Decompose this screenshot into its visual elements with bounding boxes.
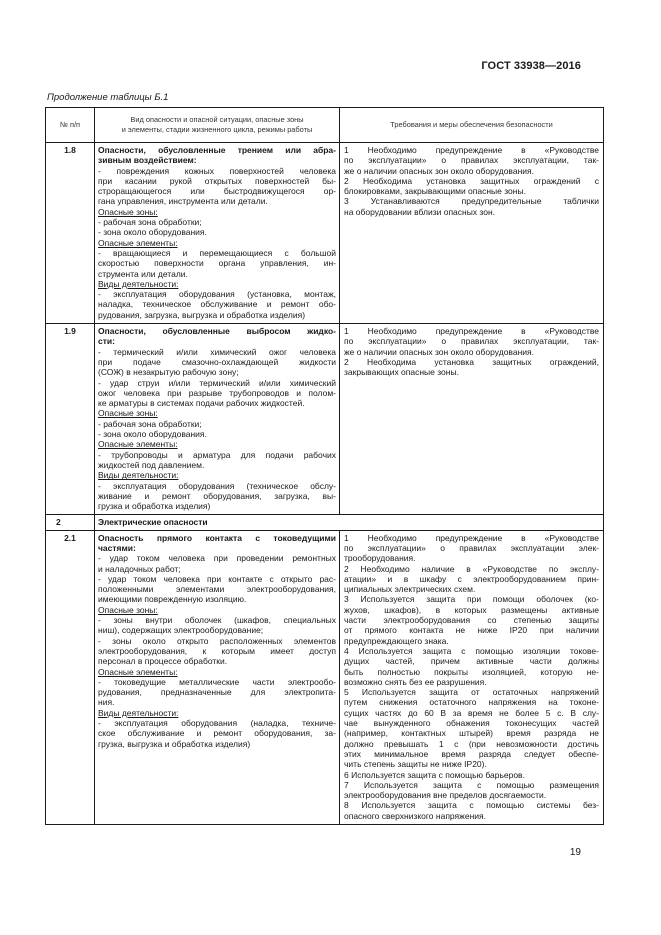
text-line: жухов, шкафов), в которых размещены активные bbox=[344, 604, 599, 615]
text-line: - вращающиеся и перемещающиеся с большой bbox=[98, 247, 336, 258]
measures-cell bbox=[340, 530, 604, 824]
text-line: рудования, предназначенные для электропита- bbox=[98, 687, 336, 698]
hazard-cell bbox=[95, 324, 340, 515]
section-title: Электрические опасности bbox=[95, 515, 604, 530]
text-line: - рабочая зона обработки; bbox=[98, 217, 202, 228]
text-line: Опасные зоны: bbox=[98, 604, 158, 615]
text-line: 2 Необходимо наличие в «Руководстве по эксплу- bbox=[344, 563, 599, 574]
standard-designation: ГОСТ 33938—2016 bbox=[481, 60, 581, 72]
col-header-hazard-line: Вид опасности и опасной ситуации, опасные зоны bbox=[130, 115, 304, 124]
text-line: 2 Необходима установка защитных ограждений с bbox=[344, 175, 599, 186]
text-line: блокировками, закрывающими опасные зоны. bbox=[344, 186, 526, 197]
col-header-measures: Требования и меры обеспечения безопасности bbox=[340, 108, 604, 143]
text-line: от прямого контакта не ниже IP20 при наличии bbox=[344, 625, 599, 636]
text-line: Опасность прямого контакта с токоведущими bbox=[98, 532, 336, 543]
text-line: на оборудовании вблизи опасных зон. bbox=[344, 206, 496, 217]
table-header-row bbox=[46, 108, 604, 143]
text-line: быть полностью покрыты изоляцией, которую не- bbox=[344, 666, 599, 677]
row-number: 1.9 bbox=[46, 324, 95, 515]
text-line: струмента или детали. bbox=[98, 268, 188, 279]
col-header-num: № п/п bbox=[46, 108, 95, 143]
text-line: ское обслуживание и ремонт оборудования, за- bbox=[98, 728, 336, 739]
text-line: 3 Используется защита при помощи оболочек (ко- bbox=[344, 594, 599, 605]
text-line: ципиальных электрических схем. bbox=[344, 584, 476, 595]
text-line: - трубопроводы и арматура для подачи рабочих bbox=[98, 449, 336, 460]
table-row-1-9 bbox=[46, 324, 604, 515]
text-line: 2 Необходима установка защитных ограждений, bbox=[344, 356, 599, 367]
hazard-cell bbox=[95, 143, 340, 324]
measures-cell bbox=[340, 143, 604, 324]
text-line: Виды деятельности: bbox=[98, 707, 179, 718]
text-line: части электрооборудования со степенью защиты bbox=[344, 615, 599, 626]
text-line: при подаче смазочно-охлаждающей жидкости bbox=[98, 356, 336, 367]
hazard-cell bbox=[95, 530, 340, 824]
text-line: - токоведущие металлические части электрообо- bbox=[98, 676, 336, 687]
text-line: жидкостей под давлением. bbox=[98, 459, 205, 470]
text-line: - термический и/или химический ожог человека bbox=[98, 346, 336, 357]
text-line: ния. bbox=[98, 697, 115, 708]
text-line: по эксплуатации» о правилах эксплуатации, так- bbox=[344, 155, 599, 166]
page-number: 19 bbox=[569, 847, 581, 858]
text-line: грузка и обработка изделия) bbox=[98, 501, 211, 512]
text-line: по эксплуатации» о правилах эксплуатации, так- bbox=[344, 336, 599, 347]
hazards-table bbox=[45, 107, 604, 825]
text-line: трооборудования. bbox=[344, 553, 416, 564]
text-line: 1 Необходимо предупреждение в «Руководстве bbox=[344, 532, 599, 543]
text-line: имеющими поврежденную изоляцию. bbox=[98, 594, 247, 605]
text-line: атации» и в шкафу с электрооборудованием прин- bbox=[344, 573, 599, 584]
table-row-2-1 bbox=[46, 530, 604, 824]
row-number: 1.8 bbox=[46, 143, 95, 324]
text-line: 5 Используется защита от остаточных напряжений bbox=[344, 687, 599, 698]
text-line: 1 Необходимо предупреждение в «Руководстве bbox=[344, 145, 599, 155]
text-line: Опасные зоны: bbox=[98, 408, 158, 419]
text-line: строращающегося или быстродвижущегося ор- bbox=[98, 186, 336, 197]
text-line: предупреждающего знака. bbox=[344, 635, 449, 646]
text-line: - удар током человека при контакте с открыто рас- bbox=[98, 573, 336, 584]
text-line: возможно снять без ее разрушения. bbox=[344, 676, 487, 687]
col-header-hazard-line: и элементы, стадии жизненного цикла, режимы работы bbox=[121, 125, 313, 134]
text-line: электрооборудования, к которым имеет доступ bbox=[98, 645, 336, 656]
text-line: же о наличии опасных зон около оборудования. bbox=[344, 165, 534, 176]
text-line: закрывающих опасные зоны. bbox=[344, 367, 459, 378]
text-line: 4 Используется защита с помощью изоляции токове- bbox=[344, 645, 599, 656]
text-line: Опасности, обусловленные трением или абра- bbox=[98, 145, 336, 155]
text-line: - зоны внутри оболочек (шкафов, специальных bbox=[98, 615, 336, 626]
text-line: зивным воздействием: bbox=[98, 155, 197, 166]
text-line: - зона около оборудования. bbox=[98, 227, 207, 238]
text-line: путем снижения остаточного напряжения на токоне- bbox=[344, 697, 599, 708]
text-line: ниш), содержащих электрооборудование; bbox=[98, 625, 264, 636]
text-line: персонал в процессе обработки. bbox=[98, 656, 228, 667]
text-line: - эксплуатация оборудования (техническое обслу- bbox=[98, 480, 336, 491]
text-line: - эксплуатация оборудования (наладка, техниче- bbox=[98, 718, 336, 729]
text-line: - удар струи и/или термический и/или химический bbox=[98, 377, 336, 388]
text-line: Опасные элементы: bbox=[98, 439, 178, 450]
text-line: сущих частях до 60 В за время не более 5 с. В слу- bbox=[344, 707, 599, 718]
text-line: Виды деятельности: bbox=[98, 278, 179, 289]
text-line: 8 Используется защита с помощью системы без- bbox=[344, 800, 599, 811]
col-header-hazard bbox=[95, 108, 340, 143]
text-line: гана управления, инструмента или детали. bbox=[98, 196, 268, 207]
text-line: (например, контактных штырей) время разряда не bbox=[344, 728, 599, 739]
text-line: по эксплуатации» о правилах эксплуатации элек- bbox=[344, 542, 599, 553]
text-line: 3 Устанавливаются предупредительные таблички bbox=[344, 196, 599, 207]
text-line: должно превышать 1 с (при невозможности достичь bbox=[344, 738, 599, 749]
text-line: - удар током человека при проведении ремонтных bbox=[98, 553, 336, 564]
text-line: живание и ремонт оборудования, загрузка, вы- bbox=[98, 490, 336, 501]
text-line: Виды деятельности: bbox=[98, 470, 179, 481]
text-line: - зона около оборудования. bbox=[98, 429, 207, 440]
text-line: скоростью поверхности органа управления, ин- bbox=[98, 258, 336, 269]
text-line: - зоны около открыто расположенных элементов bbox=[98, 635, 336, 646]
text-line: ожог человека при разрыве трубопроводов и полом- bbox=[98, 387, 336, 398]
text-line: положенными элементами электрооборудования, bbox=[98, 584, 336, 595]
text-line: (СОЖ) в незакрытую рабочую зону; bbox=[98, 367, 239, 378]
text-line: этих минимальное время разряда следует обеспе- bbox=[344, 748, 599, 759]
table-row-1-8 bbox=[46, 143, 604, 324]
text-line: же о наличии опасных зон около оборудования. bbox=[344, 346, 534, 357]
text-line: рудования, загрузка, выгрузка и обработка изделия) bbox=[98, 309, 306, 320]
table-caption: Продолжение таблицы Б.1 bbox=[47, 92, 169, 103]
text-line: чить степень защиты не ниже IP20). bbox=[344, 759, 487, 770]
text-line: Опасные элементы: bbox=[98, 666, 178, 677]
section-number: 2 bbox=[46, 515, 95, 530]
row-number: 2.1 bbox=[46, 530, 95, 824]
text-line: грузка, выгрузка и обработка изделия) bbox=[98, 738, 251, 749]
text-line: 6 Используется защита с помощью барьеров. bbox=[344, 769, 525, 780]
text-line: Опасные зоны: bbox=[98, 206, 158, 217]
text-line: электрооборудования вне пределов досягаемости. bbox=[344, 790, 547, 801]
text-line: - повреждения кожных поверхностей человека bbox=[98, 165, 336, 176]
text-line: дущих частей, причем активные части должны bbox=[344, 656, 599, 667]
section-row-electrical bbox=[46, 515, 604, 530]
text-line: опасного сверхнизкого напряжения. bbox=[344, 810, 486, 821]
text-line: Опасные элементы: bbox=[98, 237, 178, 248]
text-line: наладка, техническое обслуживание и ремонт обо- bbox=[98, 299, 336, 310]
text-line: и наладочных работ; bbox=[98, 563, 181, 574]
text-line: - эксплуатация оборудования (установка, монтаж, bbox=[98, 289, 336, 300]
text-line: 7 Используется защита с помощью размещения bbox=[344, 779, 599, 790]
text-line: частями: bbox=[98, 542, 136, 553]
text-line: 1 Необходимо предупреждение в «Руководстве bbox=[344, 326, 599, 337]
text-line: ке арматуры в системах подачи рабочих жидкостей. bbox=[98, 398, 305, 409]
text-line: Опасности, обусловленные выбросом жидко- bbox=[98, 326, 336, 337]
text-line: сти: bbox=[98, 336, 115, 347]
text-line: - рабочая зона обработки; bbox=[98, 418, 202, 429]
measures-cell bbox=[340, 324, 604, 515]
text-line: при касании рукой открытых поверхностей бы- bbox=[98, 175, 336, 186]
text-line: чае вынужденного обнажения токонесущих частей bbox=[344, 718, 599, 729]
